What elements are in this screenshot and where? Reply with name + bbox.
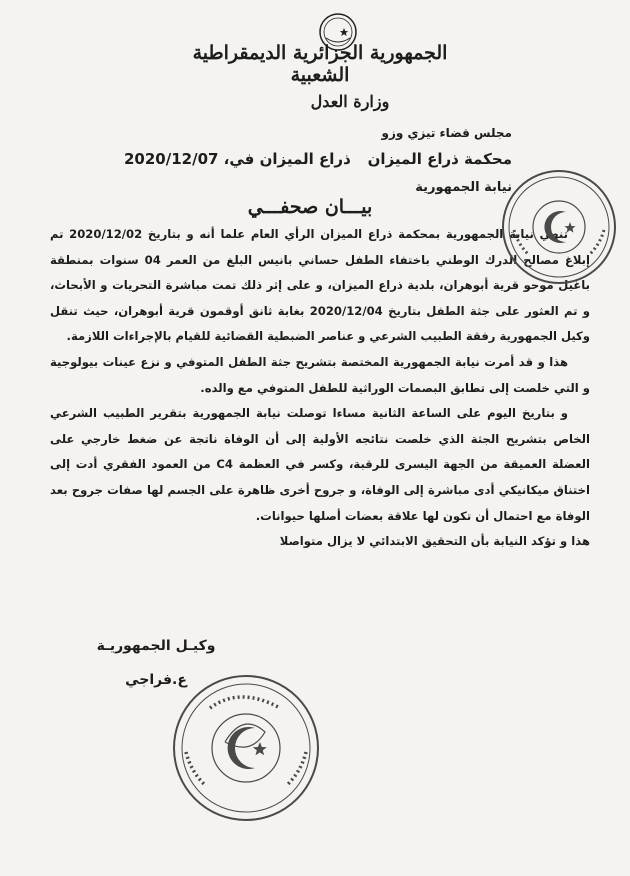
paragraph: تنهي نيابة الجمهورية بمحكمة ذراع الميزان الرأي العام علما أنه و بتاريخ 2020/12/02 تم إبلاغ مصالح الدرك الوطني باختفاء الطفل حساني بانيس البلغ من العمر 04 سنوات بمنطقة باغيل موحو قرية أبوهران، بلدية ذراع الميزان، و على إثر ذلك تمت مباشرة التحريات و الأبحاث، و تم العثور على جثة الطفل بتاريخ 2020/12/04 بغابة ثانق أوقمون قرية أبوهران، حيث تنقل وكيل الجمهورية رفقة الطبيب الشرعي و عناصر الضبطية القضائية للقيام بالإجراءات اللازمة. [50,227,591,344]
official-stamp-icon [500,168,618,286]
paragraph: هذا و تؤكد النيابة بأن التحقيق الابتدائي لا يزال متواصلا [279,534,590,549]
signatory-title: وكيـل الجمهوريـة [96,638,216,654]
document-title: بيـــان صحفـــي [247,196,373,218]
court-name: محكمة ذراع الميزان [367,150,512,168]
paragraph: هذا و قد أمرت نيابة الجمهورية المختصة بتشريح جثة الطفل المتوفي و نزع عينات بيولوجية و التي خلصت إلى تطابق البصمات الوراثية للطفل المتوفي مع والده. [50,354,590,395]
ministry-heading: وزارة العدل [310,92,390,111]
paragraph: و بتاريخ اليوم على الساعة الثانية مساءا توصلت نيابة الجمهورية بتقرير الطبيب الشرعي الخاص بتشريح الجثة الذي خلصت نتائجه الأولية إلى أن الوفاة ناتجة عن ضغط خارجي على العضلة العميقة من الجهة اليسرى للرقبة، وكسر في العظمة C4 من العمود الفقري أدت إلى اختناق ميكانيكي أدى مباشرة إلى الوفاة، و جروح أخرى ظاهرة على الجسم لها صفات جروح بعد الوفاة مع احتمال أن تكون لها علاقة بعضات أصلها حيوانات. [50,406,591,523]
prosecution-name: نيابة الجمهورية [415,180,512,195]
signatory-name: ع.فراجي [125,672,187,688]
official-stamp-icon [170,672,322,824]
council-name: مجلس قضاء تيزي وزو [381,126,512,140]
place-date: ذراع الميزان في، 2020/12/07 [124,150,351,168]
republic-heading: الجمهورية الجزائرية الديمقراطية الشعبية [192,42,448,86]
institution-block [368,126,512,195]
